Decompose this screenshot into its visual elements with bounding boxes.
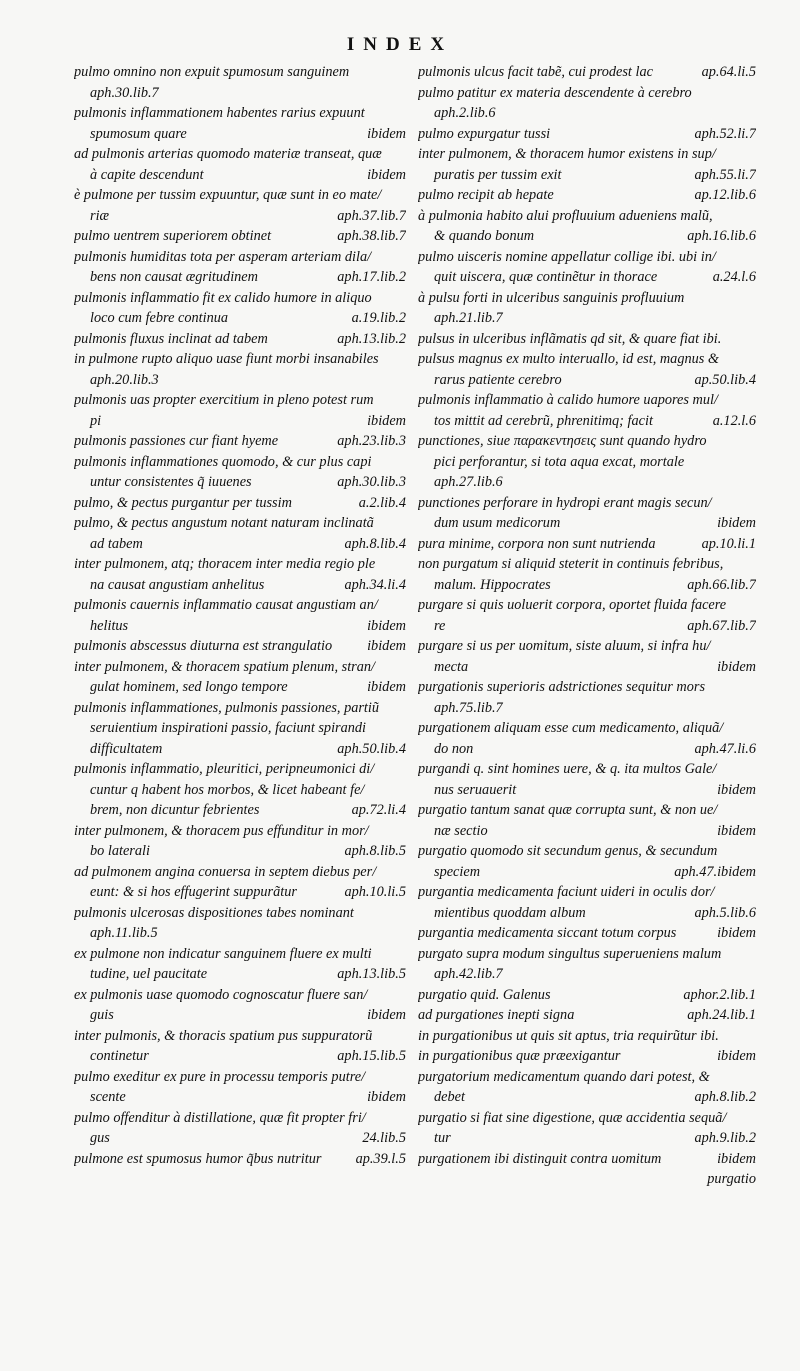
entry-text: næ sectio <box>434 822 488 839</box>
entry-reference: a.19.lib.2 <box>351 310 406 326</box>
entry-text: pulmonis abscessus diuturna est strangulatio <box>74 638 333 654</box>
entry-text: loco cum febre continua <box>90 310 229 326</box>
entry-text: speciem <box>434 863 481 880</box>
index-entry-line <box>74 1108 406 1129</box>
index-entry-line <box>418 1149 756 1170</box>
index-column-right <box>418 62 756 1190</box>
entry-reference: aph.50.lib.4 <box>337 740 406 757</box>
entry-text: pulmonis inflammatio fit ex calido humore in aliquo <box>74 289 372 306</box>
index-entry-line <box>418 62 756 83</box>
entry-reference: aph.34.li.4 <box>344 576 406 593</box>
index-entry-line <box>74 821 406 842</box>
index-entry-line <box>418 595 756 616</box>
entry-reference: aph.8.lib.2 <box>694 1089 756 1105</box>
entry-text: pulmonis humiditas tota per asperam arteriam dila/ <box>74 248 372 265</box>
index-entry-line <box>74 513 406 534</box>
entry-text: ad pulmonem angina conuersa in septem diebus per/ <box>74 863 377 880</box>
index-entry-line <box>74 390 406 411</box>
entry-text: gus <box>90 1130 110 1146</box>
index-entry-line <box>74 144 406 165</box>
entry-text: ex pulmone non indicatur sanguinem fluere ex multi <box>74 945 372 962</box>
entry-text: pura minime, corpora non sunt nutrienda <box>418 535 656 552</box>
entry-text: pulmonis uas propter exercitium in pleno potest rum <box>74 392 374 408</box>
entry-text: nus seruauerit <box>434 781 517 798</box>
index-entry-line <box>418 431 756 452</box>
index-entry-line <box>74 370 406 391</box>
entry-reference: ibidem <box>717 925 756 941</box>
entry-text: à capite descendunt <box>90 166 204 183</box>
index-entry-line <box>418 185 756 206</box>
index-entry-line <box>418 267 756 288</box>
index-entry-line <box>418 288 756 309</box>
entry-text: aph.20.lib.3 <box>90 371 159 388</box>
entry-text: untur consistentes q̃ iuuenes <box>90 474 252 490</box>
index-entry-line <box>74 903 406 924</box>
entry-text: aph.21.lib.7 <box>434 310 503 326</box>
index-entry-line <box>418 554 756 575</box>
index-entry-line <box>74 657 406 678</box>
entry-text: pulmonis inflammationes, pulmonis passiones, partiũ <box>74 699 380 716</box>
entry-text: purgantia medicamenta faciunt uideri in oculis dor/ <box>418 884 715 900</box>
entry-text: dum usum medicorum <box>434 515 561 531</box>
entry-text: pici perforantur, si tota aqua excat, mortale <box>434 453 685 470</box>
entry-text: pulmo, & pectus purgantur per tussim <box>74 494 292 511</box>
index-entry-line <box>74 124 406 145</box>
index-entry-line <box>418 83 756 104</box>
index-entry-line <box>74 1087 406 1108</box>
index-entry-line <box>74 882 406 903</box>
index-entry-line <box>418 247 756 268</box>
index-entry-line <box>418 1046 756 1067</box>
entry-reference: aph.47.ibidem <box>674 863 756 880</box>
entry-text: difficultatem <box>90 740 163 757</box>
index-entry-line <box>74 985 406 1006</box>
entry-text: punctiones, siue παρακεντησεις sunt quando hydro <box>418 433 707 449</box>
index-entry-line <box>74 677 406 698</box>
index-entry-line <box>418 370 756 391</box>
entry-text: mientibus quoddam album <box>434 904 586 921</box>
index-entry-line <box>418 964 756 985</box>
index-entry-line <box>74 1128 406 1149</box>
entry-text: non purgatum si aliquid steterit in continuis febribus, <box>418 556 724 572</box>
index-entry-line <box>418 821 756 842</box>
index-entry-line <box>74 1005 406 1026</box>
index-entry-line <box>418 411 756 432</box>
index-entry-line <box>418 1005 756 1026</box>
index-entry-line <box>74 185 406 206</box>
entry-reference: aph.8.lib.4 <box>344 535 406 552</box>
index-entry-line <box>74 349 406 370</box>
index-entry-line <box>74 206 406 227</box>
running-head: INDEX <box>346 34 454 55</box>
entry-reference: ibidem <box>717 822 756 839</box>
entry-reference: aph.9.lib.2 <box>694 1130 756 1146</box>
entry-text: pulmo uisceris nomine appellatur collige ibi. ubi in/ <box>418 248 716 265</box>
index-entry-line <box>418 657 756 678</box>
entry-text: brem, non dicuntur febrientes <box>90 802 260 818</box>
entry-text: purgandi q. sint homines uere, & q. ita multos Gale/ <box>418 761 717 777</box>
index-entry-line <box>74 862 406 883</box>
index-entry-line <box>74 165 406 186</box>
entry-reference: ap.12.lib.6 <box>694 187 756 203</box>
entry-text: purgatio quomodo sit secundum genus, & secundum <box>418 843 718 859</box>
entry-reference: aph.16.lib.6 <box>687 228 756 244</box>
index-entry-line <box>418 1087 756 1108</box>
entry-reference: ibidem <box>367 412 406 429</box>
entry-text: purgare si quis uoluerit corpora, oportet fluida facere <box>418 597 727 613</box>
entry-text: pulmonis inflammationem habentes rarius expuunt <box>74 105 365 121</box>
index-entry-line <box>418 862 756 883</box>
index-column-left <box>74 62 406 1169</box>
entry-text: pulmonis ulcerosas dispositiones tabes nominant <box>74 904 354 921</box>
index-entry-line <box>418 472 756 493</box>
entry-text: purgationem aliquam esse cum medicamento, aliquã/ <box>418 720 724 736</box>
entry-text: pulmonis fluxus inclinat ad tabem <box>74 330 268 347</box>
index-entry-line <box>74 288 406 309</box>
entry-text: aph.75.lib.7 <box>434 699 503 716</box>
entry-text: bens non causat ægritudinem <box>90 269 258 285</box>
index-entry-line <box>74 698 406 719</box>
entry-text: à pulmonia habito alui profluuium adueniens malũ, <box>418 207 713 224</box>
entry-text: punctiones perforare in hydropi erant magis secun/ <box>418 494 712 511</box>
index-entry-line <box>418 575 756 596</box>
index-entry-line <box>74 944 406 965</box>
index-entry-line <box>418 882 756 903</box>
index-entry-line <box>74 226 406 247</box>
entry-text: pulmonis cauernis inflammatio causat angustiam an/ <box>74 597 378 613</box>
entry-text: in pulmone rupto aliquo uase fiunt morbi insanabiles <box>74 351 379 367</box>
entry-reference: ibidem <box>367 166 406 183</box>
index-entry-line <box>418 985 756 1006</box>
entry-text: inter pulmonem, atq; thoracem inter media regio ple <box>74 556 376 572</box>
index-entry-line <box>418 841 756 862</box>
index-entry-line <box>418 903 756 924</box>
entry-text: purgantia medicamenta siccant totum corpus <box>418 925 677 941</box>
index-entry-line <box>418 165 756 186</box>
index-entry-line <box>74 739 406 760</box>
entry-text: purgatorium medicamentum quando dari potest, & <box>418 1068 710 1085</box>
entry-reference: aph.17.lib.2 <box>337 269 406 285</box>
index-entry-line <box>418 800 756 821</box>
entry-text: aph.27.lib.6 <box>434 474 503 490</box>
index-entry-line <box>74 923 406 944</box>
entry-reference: ibidem <box>717 1048 756 1064</box>
entry-text: aph.2.lib.6 <box>434 105 496 121</box>
index-entry-line <box>418 452 756 473</box>
index-entry-line <box>418 944 756 965</box>
entry-text: pulmo recipit ab hepate <box>418 187 554 203</box>
entry-text: quit uiscera, quæ continẽtur in thorace <box>434 269 658 285</box>
entry-reference: aph.38.lib.7 <box>337 228 406 244</box>
index-entry-line <box>418 1067 756 1088</box>
index-entry-line <box>418 124 756 145</box>
entry-text: pulmo offenditur à distillatione, quæ fit propter fri/ <box>74 1109 366 1126</box>
entry-text: do non <box>434 740 474 757</box>
entry-text: purgationis superioris adstrictiones sequitur mors <box>418 679 706 695</box>
entry-reference: ibidem <box>717 1150 756 1167</box>
entry-reference: aph.37.lib.7 <box>337 207 406 224</box>
entry-text: pulmone est spumosus humor q̃bus nutritur <box>74 1150 322 1167</box>
index-entry-line <box>418 923 756 944</box>
entry-reference: aph.47.li.6 <box>694 740 756 757</box>
index-entry-line <box>74 636 406 657</box>
entry-reference: ibidem <box>367 125 406 142</box>
entry-reference: ap.10.li.1 <box>701 535 756 552</box>
entry-reference: ap.64.li.5 <box>701 64 756 80</box>
index-entry-line <box>74 267 406 288</box>
entry-reference: aph.23.lib.3 <box>337 433 406 449</box>
entry-text: purgatio si fiat sine digestione, quæ accidentia sequã/ <box>418 1109 727 1126</box>
entry-text: eunt: & si hos effugerint suppurãtur <box>90 884 297 900</box>
entry-text: pulmo expurgatur tussi <box>418 125 551 142</box>
entry-reference: ibidem <box>367 1007 406 1023</box>
index-entry-line <box>74 431 406 452</box>
entry-reference: ibidem <box>717 515 756 531</box>
entry-text: mecta <box>434 658 469 675</box>
entry-text: purgare si us per uomitum, siste aluum, si infra hu/ <box>418 638 711 654</box>
index-entry-line <box>74 1149 406 1170</box>
index-entry-line <box>418 1108 756 1129</box>
entry-reference: 24.lib.5 <box>362 1130 406 1146</box>
entry-reference: ibidem <box>367 1089 406 1105</box>
index-entry-line <box>418 534 756 555</box>
index-entry-line <box>418 739 756 760</box>
entry-reference: aph.5.lib.6 <box>694 904 756 921</box>
entry-text: spumosum quare <box>90 125 187 142</box>
entry-text: bo laterali <box>90 843 150 859</box>
index-entry-line <box>74 554 406 575</box>
entry-text: rarus patiente cerebro <box>434 371 562 388</box>
index-entry-line <box>418 1026 756 1047</box>
entry-reference: a.2.lib.4 <box>358 494 406 511</box>
index-entry-line <box>418 718 756 739</box>
entry-text: debet <box>434 1089 465 1105</box>
entry-reference: aph.52.li.7 <box>694 125 756 142</box>
index-entry-line <box>418 1128 756 1149</box>
entry-text: ad tabem <box>90 535 143 552</box>
entry-reference: aph.10.li.5 <box>344 884 406 900</box>
entry-text: gulat hominem, sed longo tempore <box>90 679 288 695</box>
index-entry-line <box>74 841 406 862</box>
entry-reference: aph.24.lib.1 <box>687 1007 756 1023</box>
index-entry-line <box>74 329 406 350</box>
index-entry-line <box>418 349 756 370</box>
index-entry-line <box>418 759 756 780</box>
entry-text: cuntur q habent hos morbos, & licet habeant fe/ <box>90 781 365 798</box>
entry-text: seruientium inspirationi passio, faciunt spirandi <box>90 720 367 736</box>
entry-reference: a.12.l.6 <box>712 412 756 429</box>
entry-reference: aph.15.lib.5 <box>337 1048 406 1064</box>
entry-text: inter pulmonem, & thoracem spatium plenum, stran/ <box>74 658 376 675</box>
index-entry-line <box>74 1026 406 1047</box>
entry-text: & quando bonum <box>434 228 535 244</box>
entry-reference: aph.8.lib.5 <box>344 843 406 859</box>
index-entry-line <box>74 83 406 104</box>
index-entry-line <box>74 718 406 739</box>
entry-text: pi <box>90 412 102 429</box>
entry-text: guis <box>90 1007 114 1023</box>
index-entry-line <box>74 493 406 514</box>
index-entry-line <box>418 329 756 350</box>
index-entry-line <box>418 698 756 719</box>
index-entry-line <box>74 308 406 329</box>
index-entry-line <box>418 390 756 411</box>
index-entry-line <box>74 411 406 432</box>
index-entry-line <box>418 513 756 534</box>
entry-reference: ibidem <box>367 617 406 634</box>
entry-text: aph.11.lib.5 <box>90 925 158 941</box>
entry-text: ad purgationes inepti signa <box>418 1007 575 1023</box>
entry-text: pulmo omnino non expuit spumosum sanguinem <box>74 64 350 80</box>
entry-text: scente <box>90 1089 126 1105</box>
entry-text: pulmonis passiones cur fiant hyeme <box>74 433 279 449</box>
entry-text: tos mittit ad cerebrũ, phrenitimq; facit <box>434 412 653 429</box>
entry-text: in purgationibus quæ præexigantur <box>418 1048 621 1064</box>
index-entry-line <box>418 780 756 801</box>
index-entry-line <box>418 1169 756 1190</box>
entry-text: pulmonis inflammatio, pleuritici, peripneumonici di/ <box>74 761 375 777</box>
index-entry-line <box>74 1067 406 1088</box>
entry-reference: aph.55.li.7 <box>694 166 756 183</box>
entry-text: tur <box>434 1130 451 1146</box>
entry-text: pulmonis ulcus facit tabẽ, cui prodest lac <box>418 64 653 80</box>
entry-text: pulmo, & pectus angustum notant naturam inclinatã <box>74 515 374 531</box>
entry-reference: ibidem <box>717 658 756 675</box>
entry-text: pulmonis inflammationes quomodo, & cur plus capi <box>74 453 372 470</box>
index-entry-line <box>418 226 756 247</box>
entry-text: in purgationibus ut quis sit aptus, tria requirũtur ibi. <box>418 1027 719 1044</box>
entry-text: continetur <box>90 1048 149 1064</box>
entry-text: na causat angustiam anhelitus <box>90 576 265 593</box>
entry-text: purgatio quid. Galenus <box>418 986 551 1003</box>
entry-reference: ibidem <box>367 679 406 695</box>
entry-reference: aph.66.lib.7 <box>687 576 756 593</box>
entry-text: à pulsu forti in ulceribus sanguinis profluuium <box>418 289 685 306</box>
index-entry-line <box>418 616 756 637</box>
index-entry-line <box>418 677 756 698</box>
entry-text: purgationem ibi distinguit contra uomitum <box>418 1150 662 1167</box>
entry-text: aph.30.lib.7 <box>90 84 159 101</box>
entry-text: inter pulmonem, & thoracem humor existens in sup/ <box>418 146 716 162</box>
entry-text: ex pulmonis uase quomodo cognoscatur fluere san/ <box>74 986 368 1003</box>
index-entry-line <box>74 62 406 83</box>
entry-text: tudine, uel paucitate <box>90 966 208 982</box>
index-entry-line <box>74 759 406 780</box>
entry-text: pulmo patitur ex materia descendente à cerebro <box>418 84 692 101</box>
entry-text: aph.42.lib.7 <box>434 966 503 982</box>
entry-text: malum. Hippocrates <box>434 576 551 593</box>
entry-text: riæ <box>90 207 110 224</box>
index-entry-line <box>418 144 756 165</box>
entry-reference: aph.67.lib.7 <box>687 617 756 634</box>
entry-text: helitus <box>90 617 129 634</box>
entry-reference: aph.13.lib.5 <box>337 966 406 982</box>
index-entry-line <box>418 636 756 657</box>
index-entry-line <box>74 595 406 616</box>
entry-text: pulsus in ulceribus inflãmatis qd sit, & quare fiat ibi. <box>418 330 722 347</box>
index-entry-line <box>418 103 756 124</box>
entry-text: inter pulmonis, & thoracis spatium pus suppuratorũ <box>74 1027 373 1044</box>
entry-reference: a.24.l.6 <box>712 269 756 285</box>
index-entry-line <box>418 206 756 227</box>
entry-text: puratis per tussim exit <box>434 166 562 183</box>
index-entry-line <box>74 247 406 268</box>
entry-reference: ap.50.lib.4 <box>694 371 756 388</box>
index-entry-line <box>74 103 406 124</box>
index-entry-line <box>74 800 406 821</box>
index-entry-line <box>74 575 406 596</box>
entry-reference: aph.30.lib.3 <box>337 474 406 490</box>
index-entry-line <box>418 308 756 329</box>
entry-reference: aph.13.lib.2 <box>337 330 406 347</box>
entry-text: purgatio tantum sanat quæ corrupta sunt, & non ue/ <box>418 802 718 818</box>
index-entry-line <box>74 964 406 985</box>
index-entry-line <box>74 616 406 637</box>
entry-text: inter pulmonem, & thoracem pus effunditur in mor/ <box>74 822 369 839</box>
entry-reference: aphor.2.lib.1 <box>683 986 756 1003</box>
index-entry-line <box>74 1046 406 1067</box>
index-entry-line <box>74 472 406 493</box>
catchword: purgatio <box>707 1171 756 1187</box>
entry-reference: ibidem <box>367 638 406 654</box>
entry-reference: ibidem <box>717 781 756 798</box>
entry-text: purgato supra modum singultus superueniens malum <box>418 945 722 962</box>
entry-reference: ap.72.li.4 <box>351 802 406 818</box>
entry-reference: ap.39.l.5 <box>355 1150 406 1167</box>
entry-text: ad pulmonis arterias quomodo materiæ transeat, quæ <box>74 146 382 162</box>
entry-text: pulsus magnus ex multo interuallo, id est, magnus & <box>418 351 720 367</box>
index-entry-line <box>418 493 756 514</box>
entry-text: re <box>434 617 446 634</box>
entry-text: pulmo exeditur ex pure in processu temporis putre/ <box>74 1068 366 1085</box>
entry-text: è pulmone per tussim expuuntur, quæ sunt in eo mate/ <box>74 187 382 203</box>
index-entry-line <box>74 780 406 801</box>
index-entry-line <box>74 452 406 473</box>
entry-text: pulmonis inflammatio à calido humore uapores mul/ <box>418 392 718 408</box>
index-entry-line <box>74 534 406 555</box>
entry-text: pulmo uentrem superiorem obtinet <box>74 228 272 244</box>
